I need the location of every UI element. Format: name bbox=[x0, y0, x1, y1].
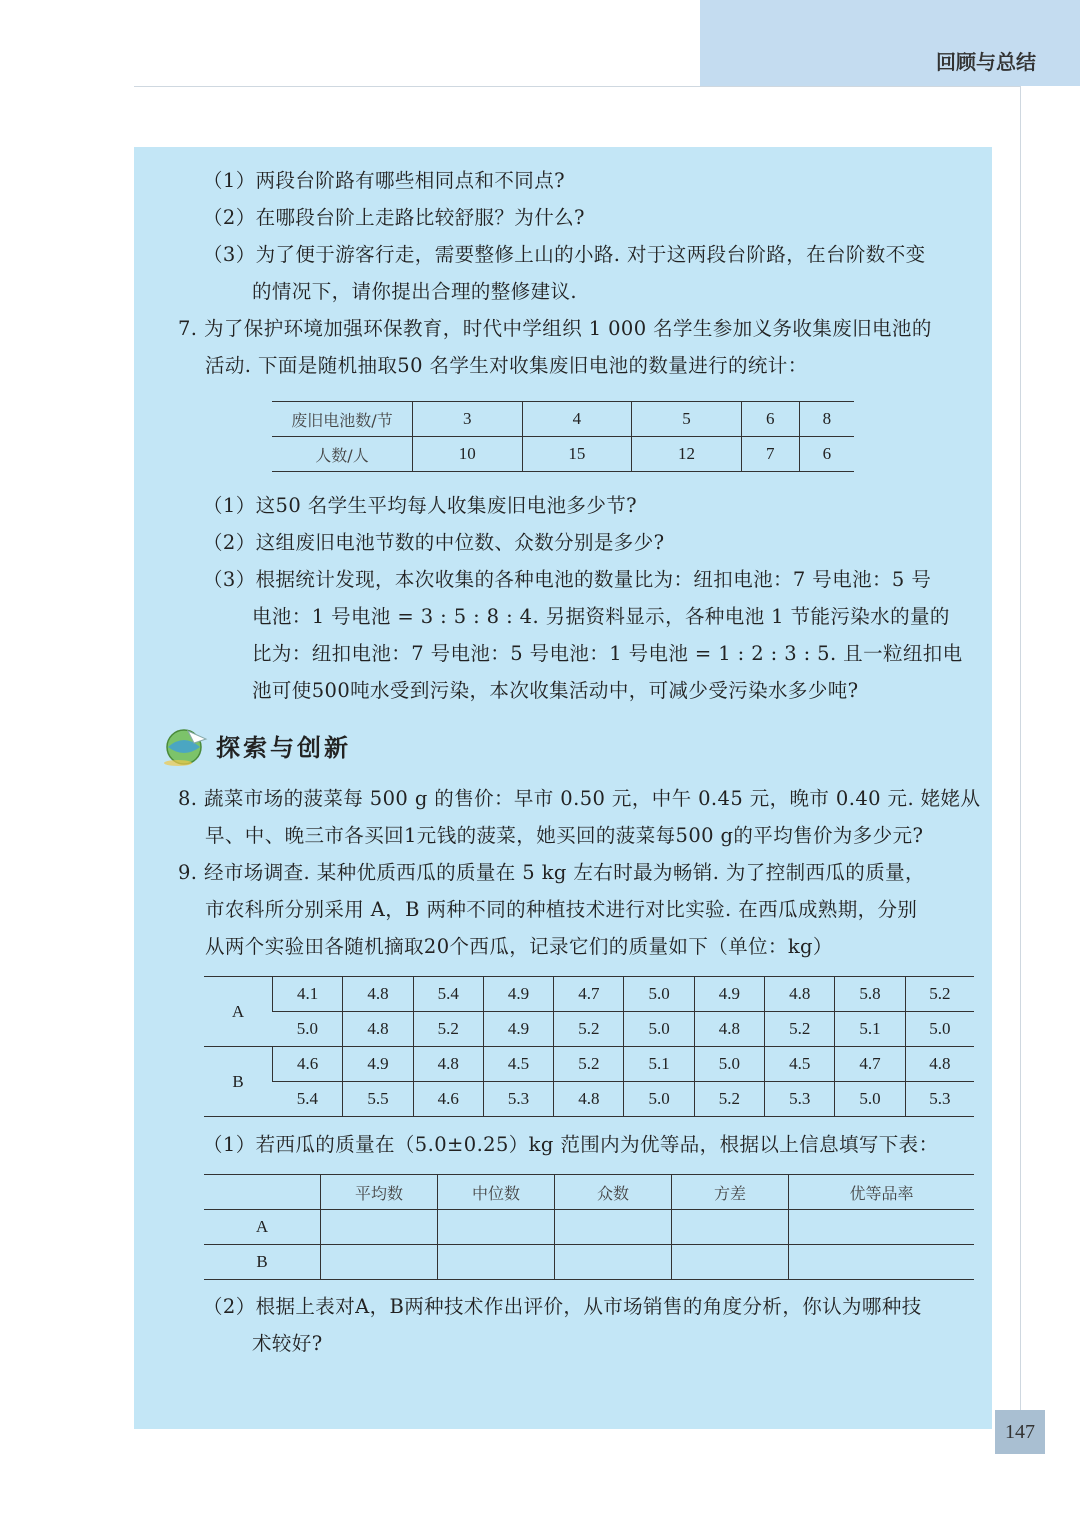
table-cell: 5.0 bbox=[835, 1082, 905, 1117]
group-label: A bbox=[204, 977, 273, 1047]
blank-cell bbox=[672, 1245, 789, 1280]
table-cell: 8 bbox=[799, 402, 854, 437]
table-row bbox=[204, 1047, 974, 1082]
table-cell: 5.8 bbox=[835, 977, 905, 1012]
table-cell: 7 bbox=[741, 437, 799, 472]
table-cell: 4.8 bbox=[343, 1012, 413, 1047]
q7-text: 7. 为了保护环境加强环保教育，时代中学组织 1 000 名学生参加义务收集废旧电池的 bbox=[178, 317, 932, 340]
blank-cell bbox=[555, 1210, 672, 1245]
table-cell: 4.8 bbox=[413, 1047, 483, 1082]
q6-sub2: （2）在哪段台阶上走路比较舒服？为什么? bbox=[203, 206, 585, 229]
table-cell: 5 bbox=[632, 402, 742, 437]
q8-text: 8. 蔬菜市场的菠菜每 500 g 的售价：早市 0.50 元，中午 0.45 元，晚市 0.40 元. 姥姥从 bbox=[178, 787, 981, 810]
table-cell: 5.2 bbox=[765, 1012, 835, 1047]
table-cell: 5.0 bbox=[624, 1082, 694, 1117]
header-cell: 平均数 bbox=[321, 1175, 438, 1210]
table-cell: 5.3 bbox=[765, 1082, 835, 1117]
battery-table bbox=[272, 401, 854, 472]
table-cell: 4 bbox=[522, 402, 632, 437]
q7-sub3: （3）根据统计发现，本次收集的各种电池的数量比为：纽扣电池：7 号电池：5 号 bbox=[203, 568, 932, 591]
table-cell: 5.2 bbox=[905, 977, 974, 1012]
table-cell: 4.6 bbox=[413, 1082, 483, 1117]
blank-cell bbox=[438, 1210, 555, 1245]
table-row bbox=[204, 1245, 974, 1280]
q7-sub1: （1）这50 名学生平均每人收集废旧电池多少节? bbox=[203, 494, 637, 517]
corner-cell bbox=[204, 1175, 321, 1210]
q7-sub3-cont: 池可使500吨水受到污染，本次收集活动中，可减少受污染水多少吨? bbox=[252, 679, 859, 702]
q9-sub2-cont: 术较好? bbox=[252, 1332, 323, 1355]
q6-sub3-cont: 的情况下，请你提出合理的整修建议. bbox=[252, 280, 577, 303]
q9-sub1: （1）若西瓜的质量在（5.0±0.25）kg 范围内为优等品，根据以上信息填写下表： bbox=[203, 1133, 939, 1156]
table-row bbox=[204, 977, 974, 1012]
blank-cell bbox=[321, 1210, 438, 1245]
table-cell: 4.5 bbox=[765, 1047, 835, 1082]
page-number: 147 bbox=[995, 1410, 1045, 1454]
table-cell: 12 bbox=[632, 437, 742, 472]
watermelon-table bbox=[204, 976, 974, 1117]
q9-text-cont: 从两个实验田各随机摘取20个西瓜，记录它们的质量如下（单位：kg） bbox=[205, 935, 833, 958]
table-cell: 4.9 bbox=[483, 1012, 553, 1047]
table-cell: 5.3 bbox=[483, 1082, 553, 1117]
table-cell: 5.0 bbox=[273, 1012, 343, 1047]
blank-cell bbox=[555, 1245, 672, 1280]
table-cell: 4.8 bbox=[905, 1047, 974, 1082]
blank-cell bbox=[321, 1245, 438, 1280]
header-cell: 方差 bbox=[672, 1175, 789, 1210]
q9-text-cont: 市农科所分别采用 A，B 两种不同的种植技术进行对比实验. 在西瓜成熟期，分别 bbox=[205, 898, 918, 921]
table-cell: 5.0 bbox=[905, 1012, 974, 1047]
table-cell: 6 bbox=[799, 437, 854, 472]
table-row bbox=[204, 1210, 974, 1245]
table-cell: 4.7 bbox=[554, 977, 624, 1012]
table-cell: 5.0 bbox=[694, 1047, 764, 1082]
row-label: 废旧电池数/节 bbox=[272, 402, 413, 437]
q7-sub3-cont: 电池：1 号电池 = 3 : 5 : 8 : 4. 另据资料显示，各种电池 1 节能污染水的量的 bbox=[252, 605, 950, 628]
table-cell: 4.1 bbox=[273, 977, 343, 1012]
header-rule bbox=[134, 86, 1020, 87]
table-cell: 5.1 bbox=[835, 1012, 905, 1047]
q8-text-cont: 早、中、晚三市各买回1元钱的菠菜，她买回的菠菜每500 g的平均售价为多少元? bbox=[205, 824, 924, 847]
header-cell: 中位数 bbox=[438, 1175, 555, 1210]
table-cell: 5.2 bbox=[413, 1012, 483, 1047]
group-label: B bbox=[204, 1047, 273, 1117]
blank-cell bbox=[789, 1210, 975, 1245]
row-label: B bbox=[204, 1245, 321, 1280]
table-cell: 5.1 bbox=[624, 1047, 694, 1082]
table-cell: 3 bbox=[413, 402, 523, 437]
q7-text-cont: 活动. 下面是随机抽取50 名学生对收集废旧电池的数量进行的统计： bbox=[205, 354, 808, 377]
header-cell: 优等品率 bbox=[789, 1175, 975, 1210]
row-label: 人数/人 bbox=[272, 437, 413, 472]
header-cell: 众数 bbox=[555, 1175, 672, 1210]
table-cell: 5.5 bbox=[343, 1082, 413, 1117]
q9-sub2: （2）根据上表对A，B两种技术作出评价，从市场销售的角度分析，你认为哪种技 bbox=[203, 1295, 922, 1318]
table-cell: 6 bbox=[741, 402, 799, 437]
table-cell: 5.2 bbox=[554, 1012, 624, 1047]
header-title: 回顾与总结 bbox=[936, 50, 1036, 74]
table-cell: 10 bbox=[413, 437, 523, 472]
table-cell: 4.9 bbox=[343, 1047, 413, 1082]
table-cell: 4.8 bbox=[343, 977, 413, 1012]
q7-sub3-cont: 比为：纽扣电池：7 号电池：5 号电池：1 号电池 = 1 : 2 : 3 : 5. 且一粒纽扣电 bbox=[252, 642, 963, 665]
side-rule bbox=[1020, 86, 1021, 1416]
table-cell: 4.6 bbox=[273, 1047, 343, 1082]
globe-icon bbox=[158, 723, 214, 767]
q6-sub3: （3）为了便于游客行走，需要整修上山的小路. 对于这两段台阶路，在台阶数不变 bbox=[203, 243, 926, 266]
table-row bbox=[204, 1012, 974, 1047]
table-cell: 5.0 bbox=[624, 1012, 694, 1047]
table-cell: 5.4 bbox=[413, 977, 483, 1012]
table-cell: 4.7 bbox=[835, 1047, 905, 1082]
table-cell: 5.2 bbox=[554, 1047, 624, 1082]
blank-cell bbox=[789, 1245, 975, 1280]
table-cell: 5.3 bbox=[905, 1082, 974, 1117]
table-cell: 4.9 bbox=[694, 977, 764, 1012]
row-label: A bbox=[204, 1210, 321, 1245]
table-cell: 4.5 bbox=[483, 1047, 553, 1082]
blank-cell bbox=[438, 1245, 555, 1280]
table-row bbox=[272, 437, 854, 472]
q6-sub1: （1）两段台阶路有哪些相同点和不同点? bbox=[203, 169, 565, 192]
section-title: 探索与创新 bbox=[216, 734, 351, 762]
table-row bbox=[204, 1082, 974, 1117]
fill-in-table bbox=[204, 1174, 974, 1280]
table-cell: 4.8 bbox=[554, 1082, 624, 1117]
table-cell: 5.0 bbox=[624, 977, 694, 1012]
table-row bbox=[204, 1175, 974, 1210]
q9-text: 9. 经市场调查. 某种优质西瓜的质量在 5 kg 左右时最为畅销. 为了控制西瓜的质量， bbox=[178, 861, 925, 884]
table-cell: 4.9 bbox=[483, 977, 553, 1012]
table-cell: 4.8 bbox=[765, 977, 835, 1012]
table-cell: 15 bbox=[522, 437, 632, 472]
blank-cell bbox=[672, 1210, 789, 1245]
q7-sub2: （2）这组废旧电池节数的中位数、众数分别是多少? bbox=[203, 531, 665, 554]
table-row bbox=[272, 402, 854, 437]
table-cell: 4.8 bbox=[694, 1012, 764, 1047]
table-cell: 5.2 bbox=[694, 1082, 764, 1117]
table-cell: 5.4 bbox=[273, 1082, 343, 1117]
